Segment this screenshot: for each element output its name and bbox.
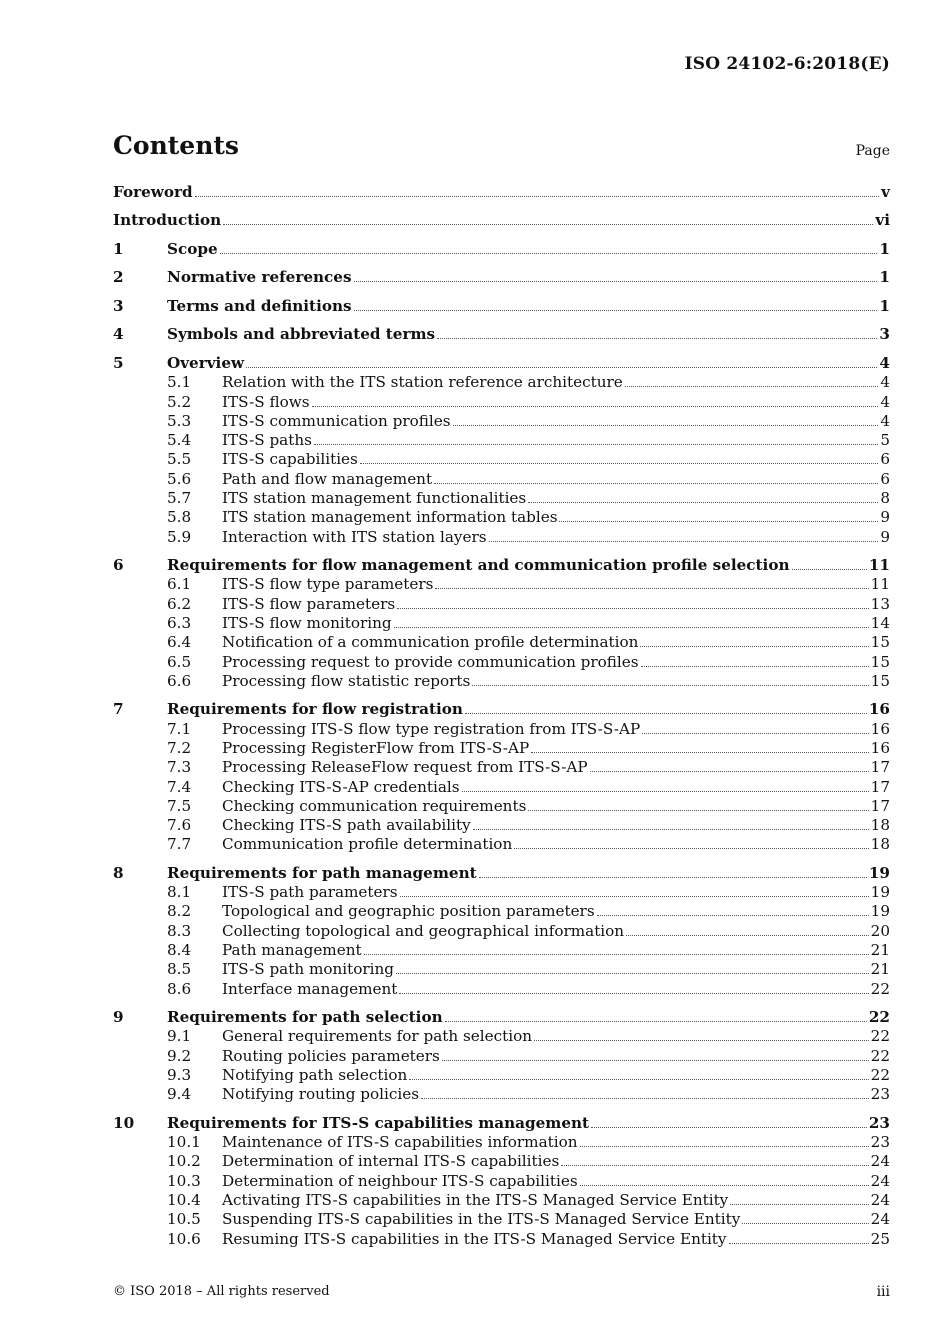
dot-leader [246, 366, 877, 368]
dot-leader [421, 1097, 869, 1099]
toc-subentry[interactable] [113, 412, 890, 431]
entry-page-number: 4 [880, 411, 890, 430]
toc-subentry[interactable] [113, 450, 890, 469]
dot-leader [625, 385, 879, 387]
dot-leader [534, 1039, 869, 1041]
entry-number: 7.1 [167, 719, 192, 738]
entry-title: Processing RegisterFlow from ITS-S-AP [222, 738, 530, 757]
toc-subentry[interactable] [113, 373, 890, 392]
entry-page-number: 13 [870, 594, 890, 613]
toc-subentry[interactable] [113, 980, 890, 999]
toc-subentry[interactable] [113, 922, 890, 941]
entry-title: Processing ReleaseFlow request from ITS-S-AP [222, 758, 588, 777]
toc-subentry[interactable] [113, 1230, 890, 1249]
entry-number: 6.6 [167, 671, 192, 690]
dot-leader [792, 568, 867, 570]
dot-leader [434, 482, 878, 484]
entry-number: 2 [113, 268, 124, 287]
entry-title: ITS station management functionalities [222, 488, 527, 507]
entry-number: 6.4 [167, 633, 192, 652]
toc-subentry[interactable] [113, 1027, 890, 1046]
entry-page-number: 15 [870, 652, 890, 671]
dot-leader [640, 645, 868, 647]
entry-title: Checking ITS-S-AP credentials [222, 777, 460, 796]
entry-title: ITS-S paths [222, 431, 312, 450]
entry-title: Determination of internal ITS-S capabilities [222, 1152, 560, 1171]
dot-leader [394, 626, 869, 628]
entry-number: 4 [113, 325, 124, 344]
entry-number: 5.1 [167, 373, 192, 392]
toc-subentry[interactable] [113, 720, 890, 739]
toc-subentry[interactable] [113, 883, 890, 902]
entry-page-number: 24 [870, 1191, 890, 1210]
entry-title: Foreword [113, 183, 193, 201]
dot-leader [397, 607, 868, 609]
entry-number: 7.6 [167, 816, 192, 835]
entry-title: ITS-S communication profiles [222, 411, 451, 430]
toc-subentry[interactable] [113, 1133, 890, 1152]
entry-number: 7.4 [167, 777, 192, 796]
entry-title: Path and flow management [222, 469, 433, 488]
entry-number: 6.5 [167, 652, 192, 671]
entry-number: 7.2 [167, 738, 192, 757]
entry-page-number: 23 [868, 1113, 890, 1132]
entry-title: Terms and definitions [167, 296, 352, 315]
entry-page-number: 19 [868, 863, 890, 882]
table-of-contents [113, 183, 890, 1258]
spacer [113, 316, 890, 325]
entry-number: 9.3 [167, 1066, 192, 1085]
entry-number: 8.6 [167, 979, 192, 998]
page-column-label: Page [855, 143, 890, 159]
entry-title: ITS-S path monitoring [222, 960, 394, 979]
toc-subentry[interactable] [113, 797, 890, 816]
dot-leader [453, 424, 879, 426]
dot-leader [641, 665, 869, 667]
toc-subentry[interactable] [113, 614, 890, 633]
dot-leader [561, 1164, 868, 1166]
entry-number: 10.4 [167, 1191, 201, 1210]
entry-page-number: 16 [870, 719, 890, 738]
toc-entry[interactable] [113, 297, 890, 316]
entry-number: 5.3 [167, 411, 192, 430]
entry-title: Processing flow statistic reports [222, 671, 471, 690]
spacer [113, 231, 890, 240]
entry-title: Resuming ITS-S capabilities in the ITS-S Managed Service Entity [222, 1229, 727, 1248]
entry-number: 7.3 [167, 758, 192, 777]
entry-page-number: 11 [868, 556, 890, 575]
toc-subentry[interactable] [113, 489, 890, 508]
entry-number: 9.4 [167, 1085, 192, 1104]
dot-leader [396, 972, 869, 974]
entry-title: ITS-S flow monitoring [222, 613, 392, 632]
toc-subentry[interactable] [113, 835, 890, 854]
entry-page-number: 22 [868, 1008, 890, 1027]
dot-leader [400, 895, 869, 897]
entry-number: 9.1 [167, 1027, 192, 1046]
entry-title: Notifying routing policies [222, 1085, 419, 1104]
toc-subentry[interactable] [113, 739, 890, 758]
entry-number: 5 [113, 353, 124, 372]
spacer [113, 999, 890, 1008]
entry-number: 5.6 [167, 469, 192, 488]
entry-title: Activating ITS-S capabilities in the ITS-S Managed Service Entity [222, 1191, 729, 1210]
entry-title: General requirements for path selection [222, 1027, 533, 1046]
dot-leader [590, 770, 869, 772]
spacer [113, 691, 890, 700]
toc-entry[interactable] [113, 325, 890, 344]
entry-number: 6.1 [167, 575, 192, 594]
entry-title: Overview [167, 353, 245, 372]
toc-subentry[interactable] [113, 653, 890, 672]
entry-number: 8.2 [167, 902, 192, 921]
toc-entry[interactable] [113, 354, 890, 373]
entry-page-number: 18 [870, 816, 890, 835]
spacer [113, 547, 890, 556]
toc-subentry[interactable] [113, 778, 890, 797]
entry-page-number: 14 [870, 613, 890, 632]
dot-leader [445, 1020, 867, 1022]
entry-number: 5.5 [167, 450, 192, 469]
entry-number: 10.3 [167, 1171, 201, 1190]
spacer [113, 345, 890, 354]
toc-entry[interactable] [113, 240, 890, 259]
entry-number: 8.4 [167, 941, 192, 960]
spacer [113, 1105, 890, 1114]
entry-title: Interface management [222, 979, 398, 998]
entry-title: ITS-S path parameters [222, 883, 398, 902]
dot-leader [473, 828, 869, 830]
toc-subentry[interactable] [113, 575, 890, 594]
entry-page-number: 22 [870, 979, 890, 998]
toc-subentry[interactable] [113, 672, 890, 691]
entry-title: Path management [222, 941, 362, 960]
dot-leader [220, 252, 878, 254]
dot-leader [730, 1203, 868, 1205]
entry-page-number: 16 [870, 738, 890, 757]
toc-subentry[interactable] [113, 960, 890, 979]
dot-leader [528, 501, 878, 503]
entry-number: 7.5 [167, 796, 192, 815]
entry-title: Suspending ITS-S capabilities in the ITS-S Managed Service Entity [222, 1210, 741, 1229]
dot-leader [354, 309, 878, 311]
entry-number: 6.2 [167, 594, 192, 613]
entry-page-number: 24 [870, 1210, 890, 1229]
entry-number: 6.3 [167, 613, 192, 632]
entry-number: 7.7 [167, 835, 192, 854]
dot-leader [409, 1078, 868, 1080]
toc-subentry[interactable] [113, 1152, 890, 1171]
toc-subentry[interactable] [113, 633, 890, 652]
dot-leader [531, 751, 869, 753]
toc-entry[interactable] [113, 1008, 890, 1027]
entry-page-number: 21 [870, 960, 890, 979]
entry-page-number: vi [875, 211, 890, 230]
entry-number: 5.4 [167, 431, 192, 450]
entry-number: 10 [113, 1113, 135, 1132]
document-id-header: ISO 24102-6:2018(E) [684, 54, 890, 74]
entry-title: ITS-S flow type parameters [222, 575, 434, 594]
spacer [113, 855, 890, 864]
entry-title: Checking ITS-S path availability [222, 816, 471, 835]
entry-number: 9.2 [167, 1046, 192, 1065]
entry-number: 6 [113, 556, 124, 575]
entry-page-number: 1 [879, 239, 890, 258]
entry-number: 5.7 [167, 488, 192, 507]
page-title: Contents [113, 131, 240, 160]
entry-title: Requirements for flow registration [167, 700, 463, 719]
entry-page-number: v [881, 183, 890, 201]
toc-subentry[interactable] [113, 1172, 890, 1191]
dot-leader [514, 847, 868, 849]
entry-page-number: 22 [870, 1066, 890, 1085]
toc-subentry[interactable] [113, 902, 890, 921]
entry-page-number: 23 [870, 1085, 890, 1104]
entry-number: 1 [113, 239, 124, 258]
toc-subentry[interactable] [113, 1085, 890, 1104]
spacer [113, 259, 890, 268]
entry-number: 5.8 [167, 508, 192, 527]
toc-entry[interactable] [113, 211, 890, 230]
entry-number: 10.2 [167, 1152, 201, 1171]
dot-leader [642, 732, 868, 734]
dot-leader [437, 337, 877, 339]
entry-page-number: 23 [870, 1133, 890, 1152]
dot-leader [528, 809, 868, 811]
entry-title: Normative references [167, 268, 352, 287]
dot-leader [580, 1184, 869, 1186]
entry-title: Notifying path selection [222, 1066, 408, 1085]
entry-title: Collecting topological and geographical information [222, 921, 625, 940]
dot-leader [354, 280, 878, 282]
dot-leader [479, 876, 867, 878]
entry-title: ITS-S flow parameters [222, 594, 396, 613]
entry-number: 5.9 [167, 527, 192, 546]
entry-page-number: 8 [880, 488, 890, 507]
entry-page-number: 19 [870, 902, 890, 921]
toc-subentry[interactable] [113, 1191, 890, 1210]
toc-entry[interactable] [113, 268, 890, 287]
entry-page-number: 22 [870, 1027, 890, 1046]
dot-leader [223, 223, 873, 225]
entry-title: Requirements for ITS-S capabilities management [167, 1113, 590, 1132]
entry-title: Maintenance of ITS-S capabilities information [222, 1133, 578, 1152]
dot-leader [742, 1222, 868, 1224]
toc-subentry[interactable] [113, 941, 890, 960]
entry-number: 3 [113, 296, 124, 315]
entry-page-number: 18 [870, 835, 890, 854]
entry-page-number: 5 [880, 431, 890, 450]
entry-number: 5.2 [167, 392, 192, 411]
entry-title: Topological and geographic position parameters [222, 902, 595, 921]
entry-page-number: 24 [870, 1152, 890, 1171]
entry-page-number: 17 [870, 758, 890, 777]
spacer [113, 288, 890, 297]
entry-page-number: 4 [880, 392, 890, 411]
entry-title: ITS-S flows [222, 392, 310, 411]
entry-page-number: 15 [870, 633, 890, 652]
entry-title: Routing policies parameters [222, 1046, 440, 1065]
toc-entry[interactable] [113, 556, 890, 575]
footer-copyright: © ISO 2018 – All rights reserved [113, 1284, 330, 1299]
entry-title: Relation with the ITS station reference architecture [222, 373, 623, 392]
dot-leader [580, 1145, 869, 1147]
entry-page-number: 4 [879, 353, 890, 372]
dot-leader [442, 1059, 869, 1061]
entry-title: Communication profile determination [222, 835, 513, 854]
entry-page-number: 21 [870, 941, 890, 960]
entry-number: 10.5 [167, 1210, 201, 1229]
dot-leader [312, 405, 879, 407]
toc-subentry[interactable] [113, 1066, 890, 1085]
entry-title: Symbols and abbreviated terms [167, 325, 436, 344]
dot-leader [360, 462, 879, 464]
footer-page-number: iii [876, 1284, 890, 1300]
dot-leader [472, 684, 868, 686]
dot-leader [465, 712, 867, 714]
entry-title: Introduction [113, 211, 222, 230]
dot-leader [462, 790, 869, 792]
entry-page-number: 25 [870, 1229, 890, 1248]
entry-number: 8 [113, 863, 124, 882]
spacer [113, 202, 890, 211]
entry-title: Interaction with ITS station layers [222, 527, 487, 546]
entry-page-number: 17 [870, 777, 890, 796]
entry-number: 8.3 [167, 921, 192, 940]
toc-subentry[interactable] [113, 393, 890, 412]
entry-title: ITS-S capabilities [222, 450, 358, 469]
entry-title: Processing request to provide communication profiles [222, 652, 639, 671]
entry-page-number: 6 [880, 469, 890, 488]
entry-number: 10.1 [167, 1133, 201, 1152]
dot-leader [195, 195, 880, 197]
entry-title: Checking communication requirements [222, 796, 527, 815]
entry-title: ITS station management information tables [222, 508, 558, 527]
entry-page-number: 9 [880, 527, 890, 546]
dot-leader [729, 1242, 869, 1244]
entry-page-number: 3 [879, 325, 890, 344]
entry-page-number: 22 [870, 1046, 890, 1065]
entry-title: Requirements for flow management and communication profile selection [167, 556, 790, 575]
entry-page-number: 15 [870, 671, 890, 690]
entry-page-number: 19 [870, 883, 890, 902]
toc-subentry[interactable] [113, 816, 890, 835]
dot-leader [591, 1126, 867, 1128]
dot-leader [626, 934, 869, 936]
toc-entry[interactable] [113, 183, 890, 202]
entry-page-number: 4 [880, 373, 890, 392]
entry-title: Scope [167, 239, 218, 258]
entry-page-number: 1 [879, 296, 890, 315]
toc-subentry[interactable] [113, 758, 890, 777]
entry-page-number: 16 [868, 700, 890, 719]
toc-subentry[interactable] [113, 1210, 890, 1229]
toc-subentry[interactable] [113, 1047, 890, 1066]
dot-leader [364, 953, 869, 955]
entry-title: Requirements for path selection [167, 1008, 443, 1027]
dot-leader [399, 992, 868, 994]
toc-subentry[interactable] [113, 431, 890, 450]
entry-page-number: 17 [870, 796, 890, 815]
entry-number: 10.6 [167, 1229, 201, 1248]
entry-page-number: 9 [880, 508, 890, 527]
entry-page-number: 24 [870, 1171, 890, 1190]
entry-number: 8.1 [167, 883, 192, 902]
entry-number: 8.5 [167, 960, 192, 979]
dot-leader [314, 443, 878, 445]
dot-leader [435, 587, 868, 589]
toc-entry[interactable] [113, 700, 890, 719]
entry-page-number: 20 [870, 921, 890, 940]
entry-number: 7 [113, 700, 124, 719]
entry-page-number: 11 [870, 575, 890, 594]
dot-leader [559, 520, 878, 522]
entry-page-number: 1 [879, 268, 890, 287]
toc-entry[interactable] [113, 864, 890, 883]
spacer [113, 1249, 890, 1258]
dot-leader [597, 914, 869, 916]
entry-title: Notification of a communication profile determination [222, 633, 639, 652]
entry-title: Determination of neighbour ITS-S capabilities [222, 1171, 578, 1190]
entry-page-number: 6 [880, 450, 890, 469]
toc-subentry[interactable] [113, 528, 890, 547]
toc-subentry[interactable] [113, 595, 890, 614]
entry-title: Requirements for path management [167, 863, 477, 882]
toc-subentry[interactable] [113, 508, 890, 527]
toc-entry[interactable] [113, 1114, 890, 1133]
toc-subentry[interactable] [113, 470, 890, 489]
entry-title: Processing ITS-S flow type registration from ITS-S-AP [222, 719, 641, 738]
entry-number: 9 [113, 1008, 124, 1027]
dot-leader [489, 540, 879, 542]
